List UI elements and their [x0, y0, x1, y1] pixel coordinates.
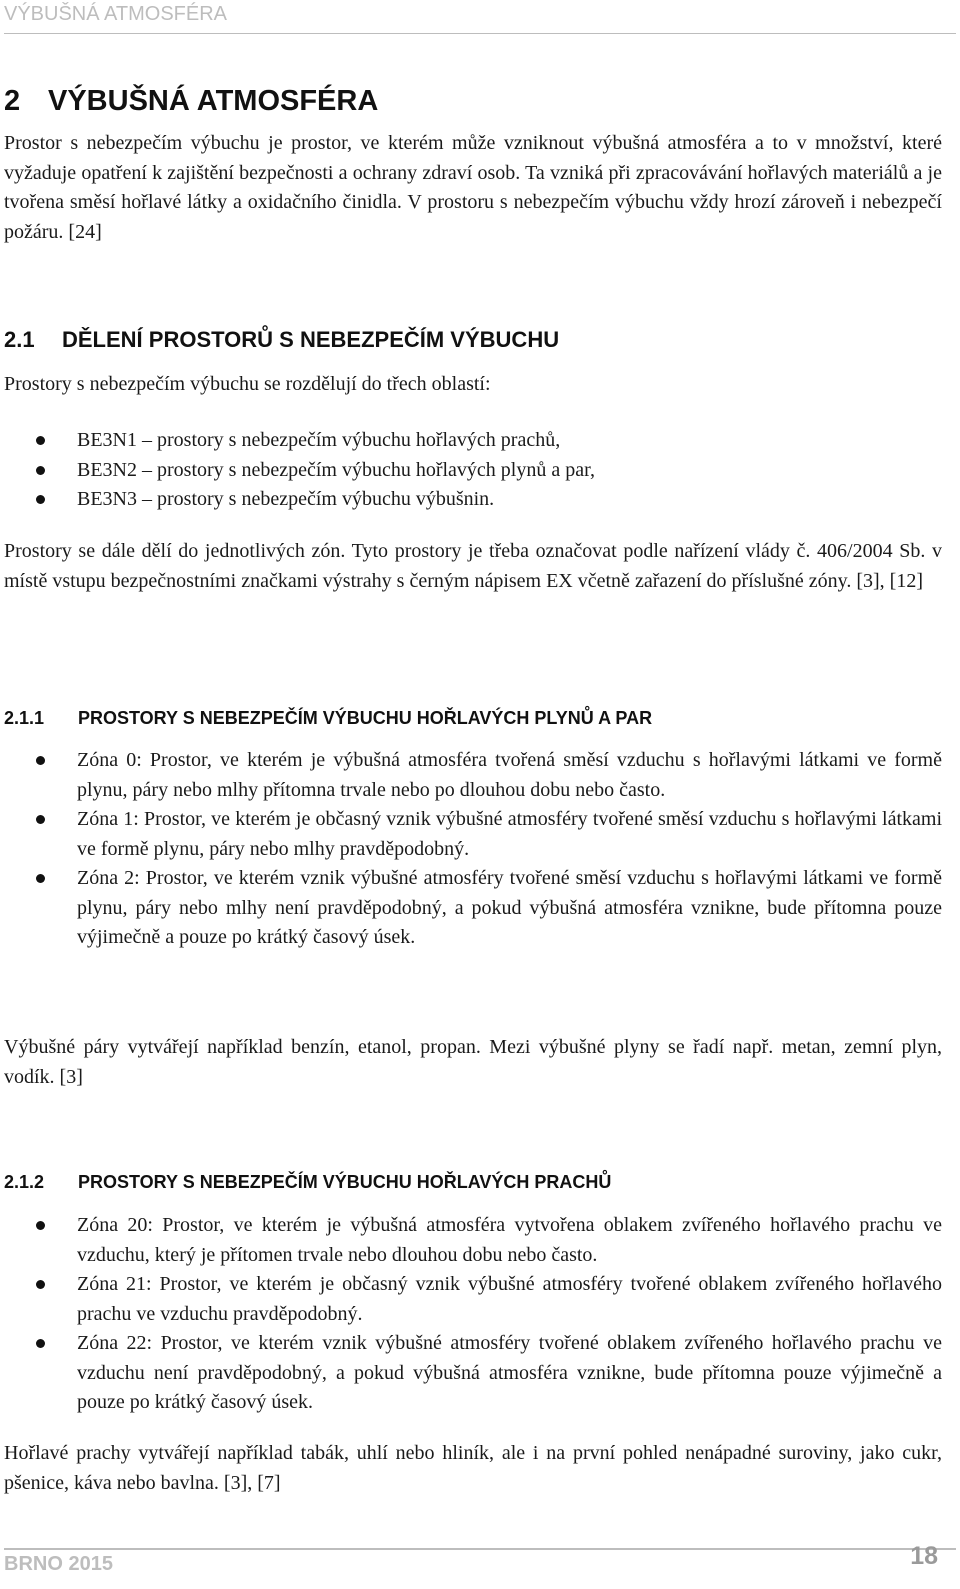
list-item: Zóna 22: Prostor, ve kterém vznik výbušné atmosféry tvořené oblakem zvířeného hořlavého prachu ve vzduchu není pravděpodobný, a pokud výbušná atmosféra vznikne, bude přítomna pouze výjimečně a pouze po krátký časový úsek.	[4, 1329, 942, 1418]
subsection-number: 2.1	[4, 327, 35, 352]
subsection-title: DĚLENÍ PROSTORŮ S NEBEZPEČÍM VÝBUCHU	[62, 327, 560, 352]
section-heading	[4, 84, 378, 118]
bullet-icon	[36, 1339, 45, 1348]
subsubsection-number: 2.1.1	[4, 708, 45, 728]
list-item: BE3N2 – prostory s nebezpečím výbuchu hořlavých plynů a par,	[4, 456, 942, 486]
subsection-intro-paragraph: Prostory s nebezpečím výbuchu se rozdělují do třech oblastí:	[4, 373, 491, 395]
bullet-icon	[36, 874, 45, 883]
bullet-icon	[36, 815, 45, 824]
subsubsection-title: PROSTORY S NEBEZPEČÍM VÝBUCHU HOŘLAVÝCH PLYNŮ A PAR	[78, 708, 653, 728]
bullet-icon	[36, 495, 45, 504]
list-item: Zóna 0: Prostor, ve kterém je výbušná atmosféra tvořená směsí vzduchu s hořlavými látkami ve formě plynu, páry nebo mlhy přítomna trvale nebo po dlouhou dobu nebo často.	[4, 746, 942, 805]
bullet-icon	[36, 466, 45, 475]
section-number: 2	[4, 85, 21, 117]
bullet-icon	[36, 756, 45, 765]
subsubsection-number: 2.1.2	[4, 1172, 45, 1192]
section-title: VÝBUŠNÁ ATMOSFÉRA	[48, 85, 379, 117]
bullet-icon	[36, 1221, 45, 1230]
subsection-heading-2-1	[4, 325, 559, 355]
list-item: BE3N1 – prostory s nebezpečím výbuchu hořlavých prachů,	[4, 426, 942, 456]
dust-outro-paragraph: Hořlavé prachy vytvářejí například tabák, uhlí nebo hliník, ale i na první pohled nenápadné suroviny, jako cukr, pšenice, káva nebo bavlna. [3], [7]	[4, 1442, 942, 1494]
running-header: VÝBUŠNÁ ATMOSFÉRA	[4, 3, 228, 25]
footer-place-year: BRNO 2015	[4, 1553, 113, 1575]
bullet-icon	[36, 1280, 45, 1289]
subsection-outro-paragraph: Prostory se dále dělí do jednotlivých zón. Tyto prostory je třeba označovat podle nařízení vlády č. 406/2004 Sb. v místě vstupu bezpečnostními značkami výstrahy s černým nápisem EX včetně zařazení do příslušné zóny. [3], [12]	[4, 540, 942, 592]
list-item: Zóna 20: Prostor, ve kterém je výbušná atmosféra vytvořena oblakem zvířeného hořlavého prachu ve vzduchu, který je přítomen trvale nebo dlouhou dobu nebo často.	[4, 1211, 942, 1270]
page-number: 18	[910, 1542, 938, 1570]
section-intro-paragraph: Prostor s nebezpečím výbuchu je prostor, ve kterém může vzniknout výbušná atmosféra a to v množství, které vyžaduje opatření k zajištění bezpečnosti a ochrany zdraví osob. Ta vzniká při zpracovávání hořlavých materiálů a je tvořena směsí hořlavé látky a oxidačního činidla. V prostoru s nebezpečím výbuchu vždy hrozí zároveň i nebezpečí požáru. [24]	[4, 132, 942, 243]
footer-divider	[4, 1548, 956, 1550]
subsubsection-title: PROSTORY S NEBEZPEČÍM VÝBUCHU HOŘLAVÝCH PRACHŮ	[78, 1172, 612, 1192]
list-item: Zóna 21: Prostor, ve kterém je občasný vznik výbušné atmosféry tvořené oblakem zvířeného hořlavého prachu ve vzduchu pravděpodobný.	[4, 1270, 942, 1329]
list-item: BE3N3 – prostory s nebezpečím výbuchu výbušnin.	[4, 485, 942, 515]
subsubsection-heading-2-1-2	[4, 1169, 611, 1195]
gas-zone-list	[4, 746, 942, 953]
subsubsection-heading-2-1-1	[4, 705, 652, 731]
area-list	[4, 426, 942, 515]
list-item: Zóna 2: Prostor, ve kterém vznik výbušné atmosféry tvořené směsí vzduchu s hořlavými látkami ve formě plynu, páry nebo mlhy není pravděpodobný, a pokud výbušná atmosféra vznikne, bude přítomna pouze výjimečně a pouze po krátký časový úsek.	[4, 864, 942, 953]
gas-outro-paragraph: Výbušné páry vytvářejí například benzín, etanol, propan. Mezi výbušné plyny se řadí např. metan, zemní plyn, vodík. [3]	[4, 1036, 942, 1088]
list-item: Zóna 1: Prostor, ve kterém je občasný vznik výbušné atmosféry tvořené směsí vzduchu s hořlavými látkami ve formě plynu, páry nebo mlhy pravděpodobný.	[4, 805, 942, 864]
dust-zone-list	[4, 1211, 942, 1418]
bullet-icon	[36, 436, 45, 445]
header-divider	[4, 33, 956, 34]
